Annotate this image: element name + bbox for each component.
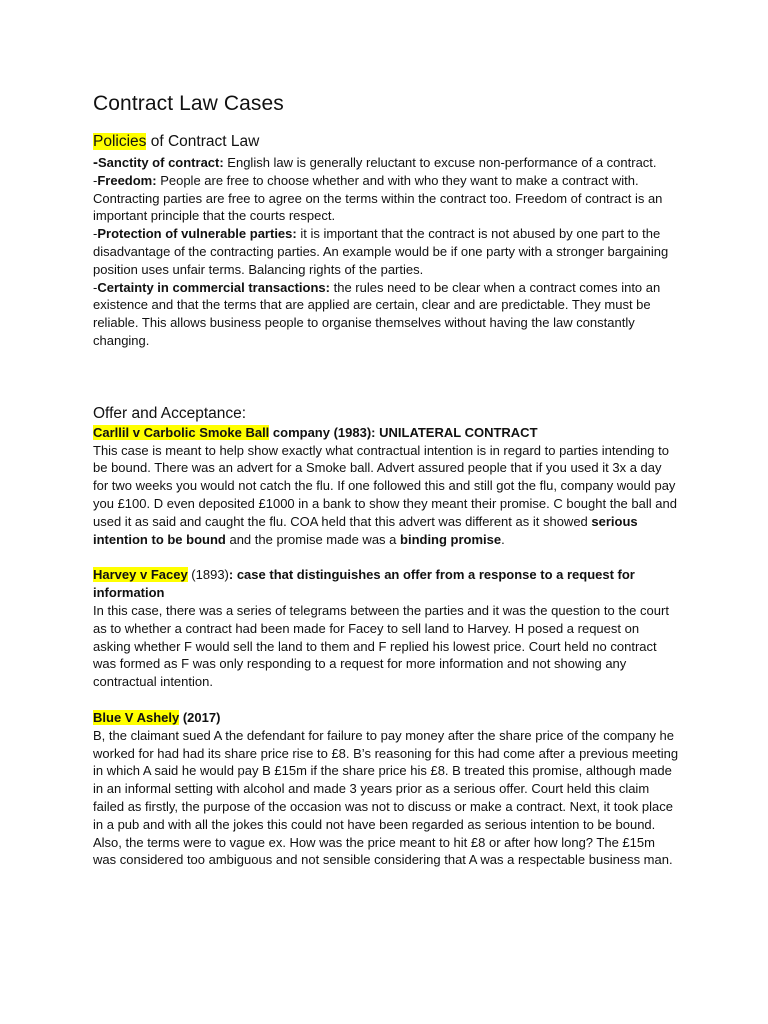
policy-text: it is important that the contract is not abused by one part to the disadvantage of the contracting parties. An example would be if one party with a stronger bargaining position uses unfair terms. Balancing rights of the parties. bbox=[93, 226, 669, 277]
policy-term: Sanctity of contract: bbox=[98, 155, 224, 170]
offer-acceptance-heading: Offer and Acceptance: bbox=[93, 404, 247, 422]
case-year: (1893) bbox=[187, 567, 229, 583]
policy-term: Certainty in commercial transactions: bbox=[97, 279, 330, 295]
policy-protection bbox=[93, 225, 680, 278]
policy-term: Protection of vulnerable parties: bbox=[97, 226, 297, 242]
policy-term: Freedom: bbox=[97, 172, 157, 188]
case-body-text: This case is meant to help show exactly what contractual intention is in regard to parties intending to be bound. There was an advert for a Smoke ball. Advert assured people that if you used it 3x a day for two weeks you would not catch the flu. If one followed this and still got the flu, company would pay you £100. D even deposited £1000 in a bank to show they meant their promise. C bought the ball and used it as said and caught the flu. COA held that this advert was different as it showed bbox=[93, 442, 677, 529]
case-heading-rest: company (1983): UNILATERAL CONTRACT bbox=[269, 424, 538, 440]
case-name: Blue V Ashely bbox=[93, 709, 180, 725]
case-body-harvey: In this case, there was a series of telegrams between the parties and it was the question to the court as to whether a contract had been made for Facey to sell land to Harvey. H posed a request on asking whether F would sell the land to them and F replied his lowest price. Court held no contract was formed as F was only responding to a request for more information and not showing any contractual intention. bbox=[93, 602, 669, 690]
case-name: Carllil v Carbolic Smoke Ball bbox=[93, 424, 270, 440]
policy-lead: - bbox=[93, 172, 98, 188]
case-body-carlill bbox=[93, 442, 680, 549]
case-body-text: and the promise made was a bbox=[225, 531, 401, 547]
case-year: (2017) bbox=[179, 709, 221, 725]
policies-heading bbox=[93, 132, 680, 152]
case-heading-carlill bbox=[93, 424, 680, 442]
case-heading-blue bbox=[93, 709, 680, 727]
policy-lead: - bbox=[93, 154, 98, 171]
policy-certainty bbox=[93, 279, 680, 350]
case-name: Harvey v Facey bbox=[93, 567, 188, 583]
case-body-bold: binding promise bbox=[400, 531, 502, 547]
page-title: Contract Law Cases bbox=[93, 92, 284, 115]
policy-sanctity bbox=[93, 154, 680, 172]
policies-heading-highlight: Policies bbox=[93, 133, 147, 150]
case-heading-harvey bbox=[93, 566, 680, 602]
policy-lead: - bbox=[93, 279, 98, 295]
policy-text: the rules need to be clear when a contract comes into an existence and that the terms that are applied are certain, clear and are predictable. They must be reliable. This allows business people to organise themselves without having the law constantly changing. bbox=[93, 279, 661, 348]
policies-heading-rest: of Contract Law bbox=[146, 133, 260, 150]
policy-freedom bbox=[93, 172, 680, 225]
case-body-text: . bbox=[501, 531, 505, 547]
case-heading-rest: : case that distinguishes an offer from a response to a request for information bbox=[93, 567, 635, 601]
case-body-blue: B, the claimant sued A the defendant for failure to pay money after the share price of the company he worked for had had its share price rise to £8. B’s reasoning for this had come after a previous meeting in which A said he would pay B £15m if the share price his £8. B treated this promise, although made in an informal setting with alcohol and made 3 years prior as a serious offer. Court held this claim failed as firstly, the purpose of the occasion was not to discuss or make a contract. Next, it took place in a pub and with all the jokes this could not have been regarded as serious intention to be bound. Also, the terms were to vague ex. How was the price meant to hit £8 or after how long? The £15m was considered too ambiguous and not sensible considering that A was a respectable business man. bbox=[93, 727, 679, 868]
case-body-bold: serious intention to be bound bbox=[93, 513, 638, 547]
policy-text: English law is generally reluctant to excuse non-performance of a contract. bbox=[223, 155, 657, 170]
policy-lead: - bbox=[93, 226, 98, 242]
policy-text: People are free to choose whether and with who they want to make a contract with. Contracting parties are free to agree on the terms within the contract too. Freedom of contract is an important principle that the courts respect. bbox=[93, 172, 663, 224]
